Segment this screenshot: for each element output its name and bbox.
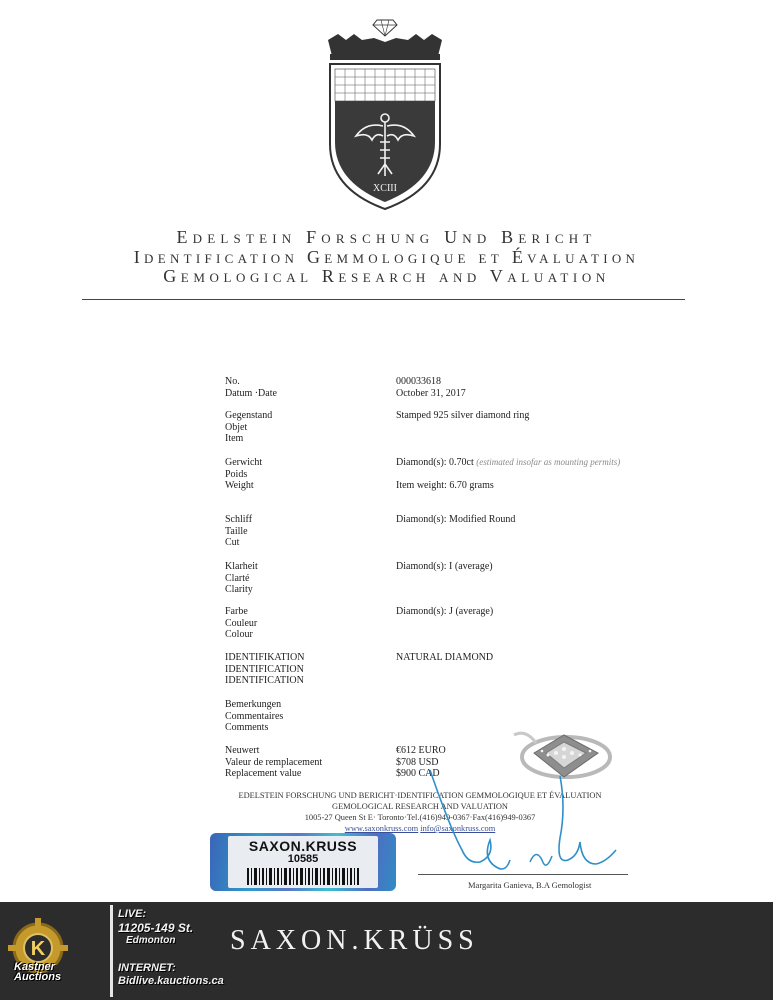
no-label: No.: [225, 376, 240, 387]
clarity-labels: Klarheit Clarté Clarity: [225, 561, 258, 595]
gemologist-signature: [410, 768, 630, 888]
colour-value: Diamond(s): J (average): [396, 606, 494, 617]
live-address: 11205-149 St.: [118, 921, 194, 935]
kastner-logo-name: Kastner Auctions: [14, 961, 62, 983]
header-line-french: Identification Gemmologique et Évaluation: [133, 247, 640, 267]
svg-text:K: K: [30, 938, 46, 960]
weight-labels: Gerwicht Poids Weight: [225, 457, 263, 491]
footer-line2: GEMOLOGICAL RESEARCH AND VALUATION: [332, 802, 508, 811]
no-value: 000033618: [396, 376, 441, 387]
signature-line: [418, 874, 628, 875]
date-label: Datum ·Date: [225, 388, 277, 399]
date-value: October 31, 2017: [396, 388, 466, 399]
internet-label: INTERNET:: [118, 962, 176, 974]
crest-logo: [322, 14, 448, 214]
item-value: Stamped 925 silver diamond ring: [396, 410, 530, 421]
item-labels: Gegenstand Objet Item: [225, 410, 273, 444]
replacement-values: €612 EURO $708 USD $900 CAD: [396, 745, 446, 779]
sticker-brand: SAXON.KRUSS: [248, 838, 358, 854]
brand-logotype: SAXON.KRÜSS: [230, 925, 479, 956]
identification-labels: IDENTIFIKATION IDENTIFICATION IDENTIFICATION: [225, 652, 305, 686]
header-line-english: Gemological Research and Valuation: [163, 266, 610, 286]
signer-name: Margarita Ganieva, B.A Gemologist: [468, 880, 592, 890]
cut-labels: Schliff Taille Cut: [225, 514, 253, 548]
internet-url[interactable]: Bidlive.kauctions.ca: [118, 975, 224, 987]
weight-value-diamond: Diamond(s): 0.70ct (estimated insofar as mounting permits): [396, 457, 621, 468]
weight-value-item: Item weight: 6.70 grams: [396, 480, 494, 491]
live-label: LIVE:: [118, 908, 147, 920]
comments-labels: Bemerkungen Commentaires Comments: [225, 699, 284, 733]
live-city: Edmonton: [126, 935, 176, 946]
colour-labels: Farbe Couleur Colour: [225, 606, 258, 640]
cut-value: Diamond(s): Modified Round: [396, 514, 516, 525]
svg-text:XCIII: XCIII: [373, 183, 397, 194]
email-link[interactable]: info@saxonkruss.com: [420, 824, 496, 833]
barcode: [245, 868, 361, 885]
band-divider: [110, 905, 113, 997]
website-link[interactable]: www.saxonkruss.com: [344, 824, 419, 833]
sticker-number: 10585: [287, 853, 319, 865]
weight-note: (estimated insofar as mounting permits): [476, 457, 621, 467]
header-line-german: Edelstein Forschung Und Bericht: [176, 227, 597, 247]
footer-address: 1005-27 Queen St E· Toronto·Tel.(416)949-0367·Fax(416)949-0367: [304, 813, 536, 822]
authentication-sticker: [210, 833, 396, 891]
clarity-value: Diamond(s): I (average): [396, 561, 493, 572]
replacement-labels: Neuwert Valeur de remplacement Replacement value: [225, 745, 323, 779]
identification-value: NATURAL DIAMOND: [396, 652, 494, 663]
header-divider: [82, 299, 685, 300]
footer-line1: EDELSTEIN FORSCHUNG UND BERICHT·IDENTIFICATION GEMMOLOGIQUE ET ÉVALUATION: [238, 791, 602, 800]
